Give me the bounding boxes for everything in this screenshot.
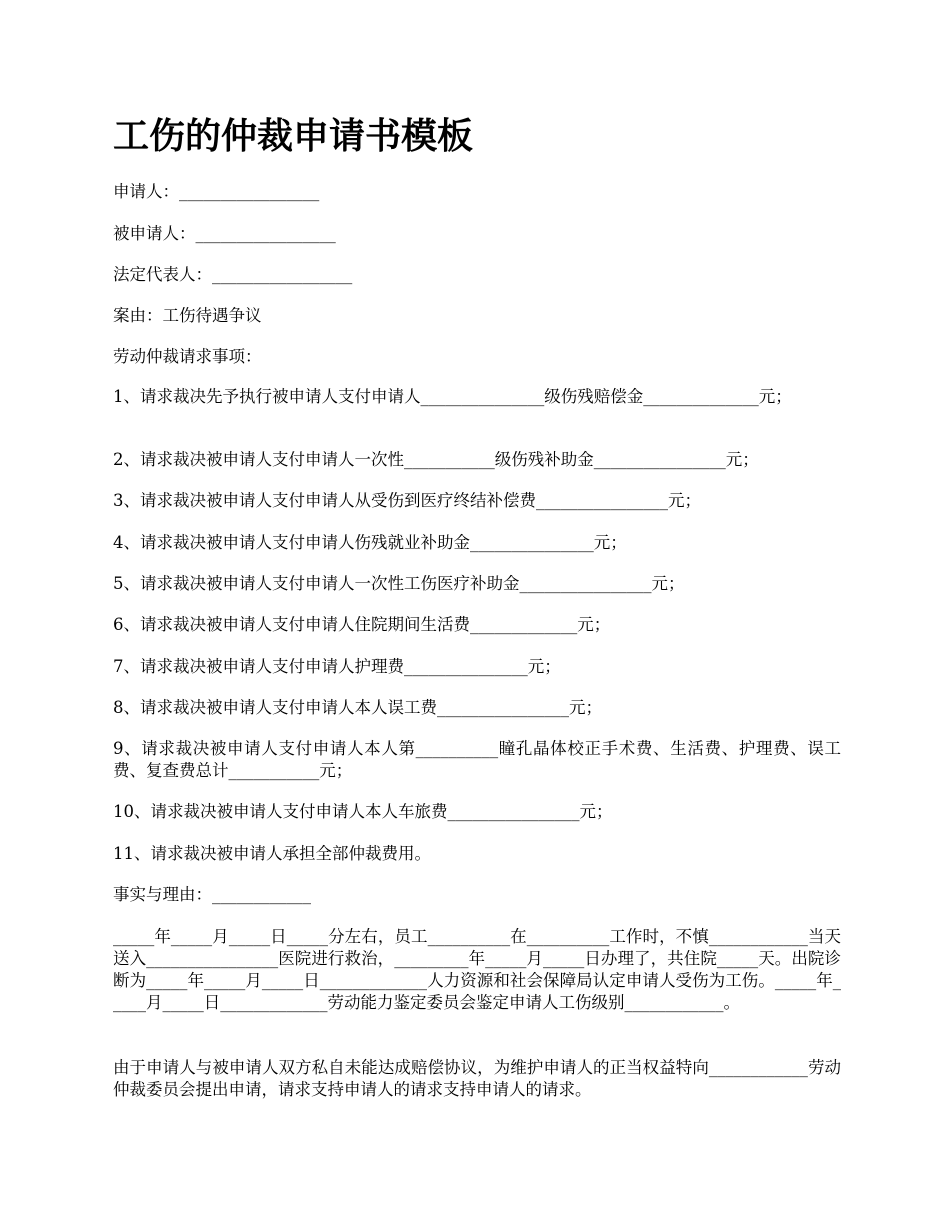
claim-item-11: 11、请求裁决被申请人承担全部仲裁费用。 bbox=[113, 844, 431, 863]
claims-heading: 劳动仲裁请求事项： bbox=[113, 347, 262, 366]
facts-heading: 事实与理由：____________ bbox=[113, 885, 311, 904]
claim-item-2: 2、请求裁决被申请人支付申请人一次性___________级伤残补助金________________元； bbox=[113, 450, 759, 469]
claim-item-9: 9、请求裁决被申请人支付申请人本人第__________瞳孔晶体校正手术费、生活费、护理费、误工费、复查费总计___________元； bbox=[113, 739, 841, 780]
claim-item-5: 5、请求裁决被申请人支付申请人一次性工伤医疗补助金________________元； bbox=[113, 574, 685, 593]
claim-item-4: 4、请求裁决被申请人支付申请人伤残就业补助金_______________元； bbox=[113, 533, 627, 552]
facts-paragraph: _____年_____月_____日_____分左右，员工__________在__________工作时，不慎____________当天送入________________医院进行救治，_________年_____月_____日办理了，共住院_____天。出院诊断为_____年_____月_____日_____________人力资源和社会保障局认定申请人受伤为工伤。_____年_____月_____日_____________劳动能力鉴定委员会鉴定申请人工伤级别____________。 bbox=[113, 927, 841, 1012]
claim-item-8: 8、请求裁决被申请人支付申请人本人误工费________________元； bbox=[113, 698, 602, 717]
closing-paragraph: 由于申请人与被申请人双方私自未能达成赔偿协议，为维护申请人的正当权益特向____________劳动仲裁委员会提出申请，请求支持申请人的请求支持申请人的请求。 bbox=[113, 1058, 841, 1099]
claim-item-6: 6、请求裁决被申请人支付申请人住院期间生活费_____________元； bbox=[113, 615, 611, 634]
claim-item-10: 10、请求裁决被申请人支付申请人本人车旅费________________元； bbox=[113, 802, 613, 821]
case-cause-line: 案由：工伤待遇争议 bbox=[113, 306, 262, 325]
claim-item-3: 3、请求裁决被申请人支付申请人从受伤到医疗终结补偿费________________元； bbox=[113, 491, 701, 510]
claim-item-1: 1、请求裁决先予执行被申请人支付申请人_______________级伤残赔偿金______________元； bbox=[113, 387, 792, 406]
claim-item-7: 7、请求裁决被申请人支付申请人护理费_______________元； bbox=[113, 657, 561, 676]
respondent-line: 被申请人：_________________ bbox=[113, 224, 336, 243]
applicant-line: 申请人：_________________ bbox=[113, 182, 320, 201]
document-title: 工伤的仲裁申请书模板 bbox=[113, 115, 474, 157]
legal-representative-line: 法定代表人：_________________ bbox=[113, 265, 353, 284]
